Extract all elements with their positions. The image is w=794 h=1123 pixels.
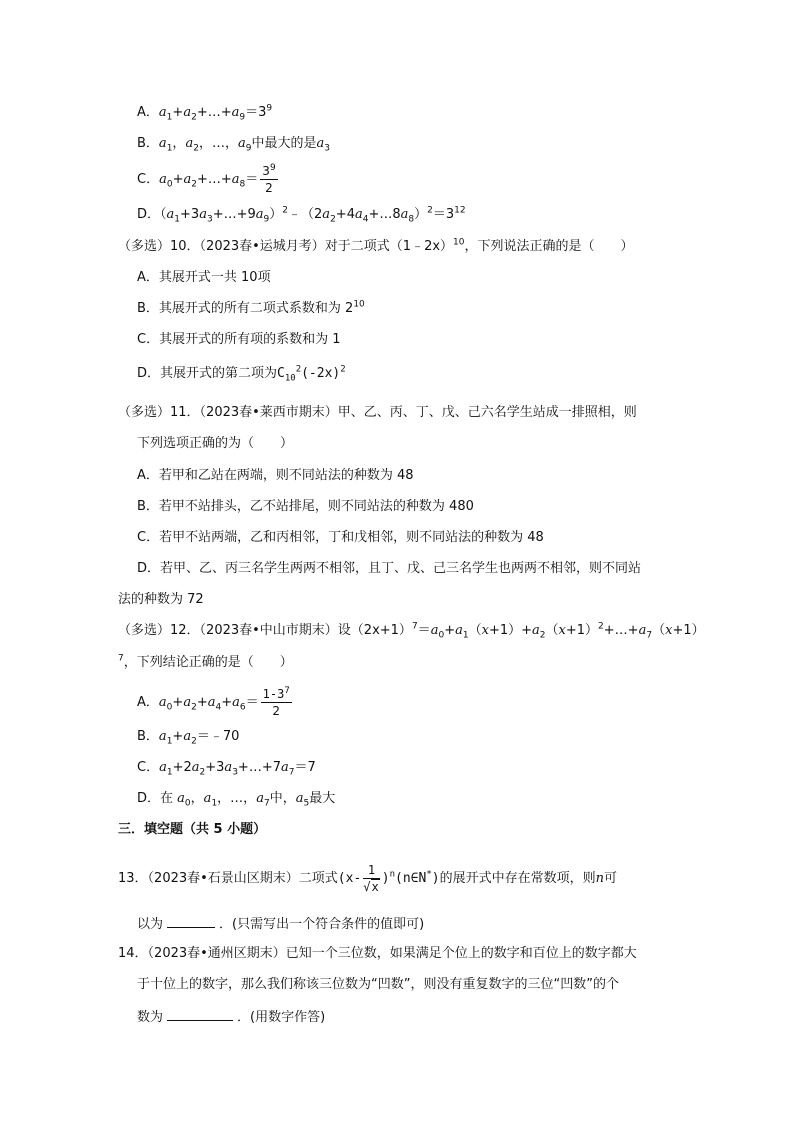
- fraction: $\frac{3^9}{2}$: [262, 163, 276, 195]
- q10-stem: （多选）10．（2023春•运城月考）对于二项式（1﹣2x）$^{10}$，下列说法正确的是（ ）: [118, 237, 634, 254]
- q14-stem-line2: 于十位上的数字，那么我们称该三位数为“凹数”，则没有重复数字的三位“凹数”的个: [137, 977, 619, 992]
- q14-stem-line1: 14．（2023春•通州区期末）已知一个三位数，如果满足个位上的数字和百位上的数字都大: [118, 946, 637, 961]
- q9-option-b: B．$a_1$，$a_2$，…，$a_9$中最大的是$a_3$: [137, 136, 330, 154]
- q9-option-a: A．$a_1+a_2+\dots+a_9=3^9$: [137, 103, 273, 123]
- q11-stem-line1: （多选）11．（2023春•莱西市期末）甲、乙、丙、丁、戊、己六名学生站成一排照相，则: [118, 405, 637, 420]
- answer-blank[interactable]: [167, 913, 215, 928]
- q12-option-a: A．$a_0+a_2+a_4+a_6=$ $\frac{1-3^7}{2}$: [137, 686, 290, 718]
- q9-option-c: C．$a_0+a_2+\dots+a_8=$ $\frac{3^9}{2}$: [137, 163, 276, 195]
- q12-option-d: D．在 $a_0$，$a_1$，…，$a_7$中，$a_5$最大: [137, 791, 336, 809]
- section-heading: 三．填空题（共 5 小题）: [118, 822, 267, 837]
- q11-option-b: B．若甲不站排头，乙不站排尾，则不同站法的种数为 480: [137, 499, 474, 514]
- q11-option-d-line2: 法的种数为 72: [118, 592, 204, 607]
- q14-stem-line3: 数为 ．(用数字作答): [137, 1006, 325, 1028]
- q10-option-c: C．其展开式的所有项的系数和为 1: [137, 332, 341, 347]
- q12-option-b: B．$a_1+a_2=﹣70$: [137, 729, 240, 747]
- q12-option-c: C．$a_1+2a_2+3a_3+\dots+7a_7=7$: [137, 760, 316, 778]
- q11-option-a: A．若甲和乙站在两端，则不同站法的种数为 48: [137, 468, 414, 483]
- fraction: $\frac{1}{√x}$: [363, 863, 379, 894]
- answer-blank[interactable]: [167, 1006, 233, 1021]
- q10-option-b: B．其展开式的所有二项式系数和为 $2^{10}$: [137, 299, 365, 316]
- q12-stem-line1: （多选）12．（2023春•中山市期末）设$(2x+1)^7=a_0+a_1(x+1)+a_2(x+1)^2+\dots+a_7(x+1)$: [118, 621, 705, 641]
- q11-option-d-line1: D．若甲、乙、丙三名学生两两不相邻，且丁、戊、己三名学生也两两不相邻，则不同站: [137, 561, 642, 576]
- q10-option-d: D．其展开式的第二项为$C_{10}^2(-2x)^2$: [137, 364, 346, 384]
- fraction: $\frac{1-3^7}{2}$: [262, 686, 290, 718]
- q13-stem-line2: 以为 ．(只需写出一个符合条件的值即可): [137, 913, 424, 935]
- q11-option-c: C．若甲不站两端，乙和丙相邻，丁和戊相邻，则不同站法的种数为 48: [137, 530, 544, 545]
- q12-stem-line2: $^7$，下列结论正确的是（ ）: [118, 653, 293, 670]
- q9-option-d: D．$(a_1+3a_3+\dots+9a_9)^2﹣(2a_2+4a_4+\dots 8a_8)^2=3^{12}$: [137, 205, 466, 225]
- q10-option-a: A．其展开式一共 10项: [137, 270, 271, 285]
- q13-stem-line1: 13．（2023春•石景山区期末）二项式(x- $\frac{1}{√x}$ )$^n$(n∈N*)的展开式中存在常数项，则n可: [118, 863, 617, 894]
- q11-stem-line2: 下列选项正确的为（ ）: [137, 436, 294, 451]
